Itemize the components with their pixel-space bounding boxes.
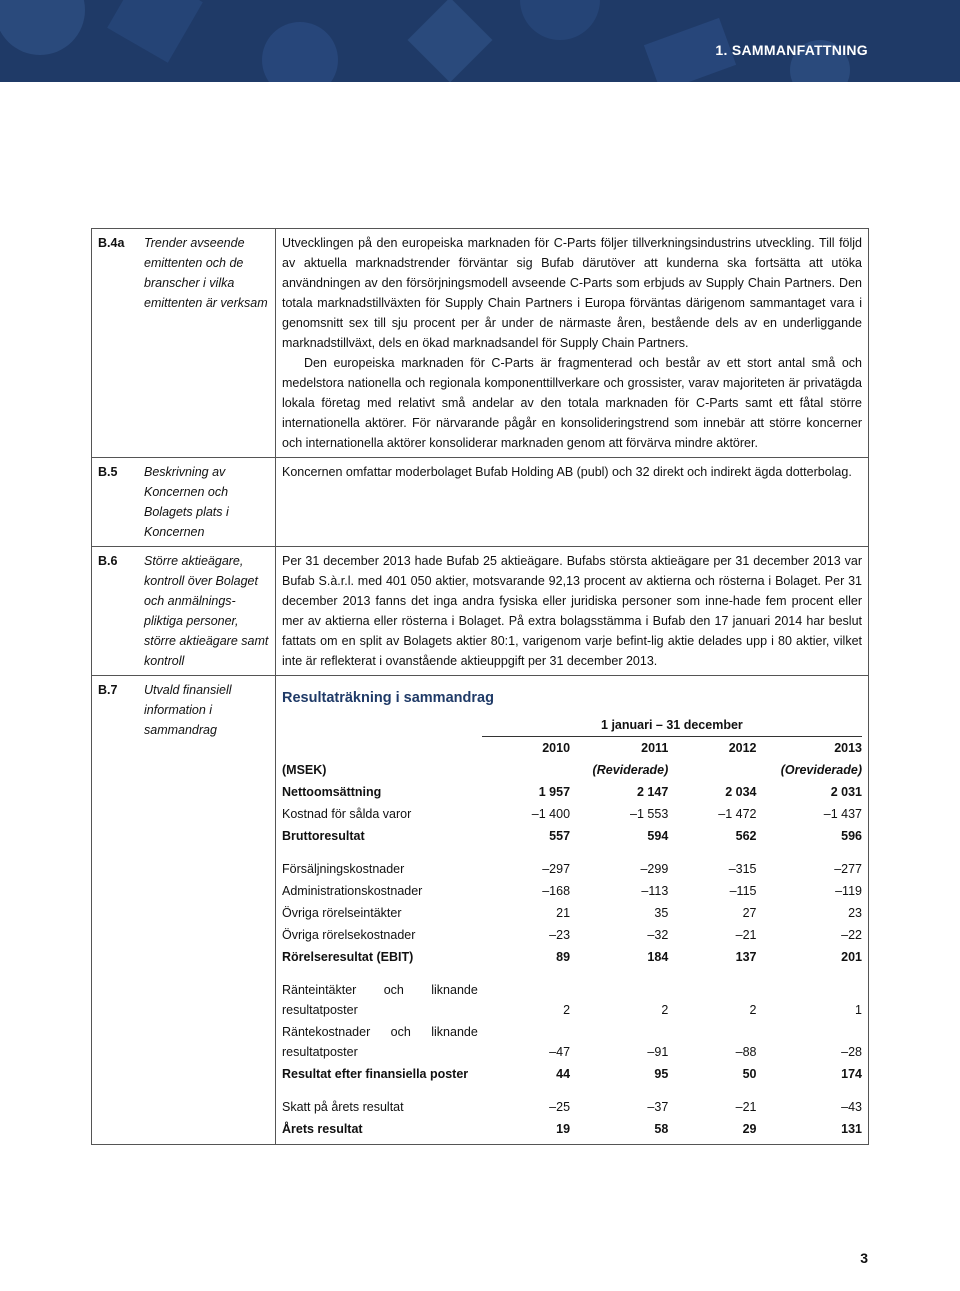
- cell-value: 2: [563, 1003, 571, 1017]
- cell-value: 2: [749, 1003, 757, 1017]
- cell-value: 29: [742, 1122, 757, 1136]
- cell-value: 2 034: [725, 785, 757, 799]
- year-header: 2012: [728, 741, 757, 755]
- table-row: [282, 880, 862, 902]
- cell-value: 50: [742, 1067, 757, 1081]
- cell-value: 174: [841, 1067, 862, 1081]
- cell-value: 184: [647, 950, 669, 964]
- table-row: [282, 1021, 862, 1063]
- cell-value: 2 031: [830, 785, 862, 799]
- element-content: [276, 229, 869, 458]
- audit-status: [482, 759, 570, 781]
- period-header: 1 januari – 31 december: [482, 714, 862, 737]
- row-label: Räntekostnader och liknande resultatposter: [282, 1025, 478, 1059]
- element-content: [276, 458, 869, 547]
- cell-value: –1 472: [718, 807, 757, 821]
- cell-value: 596: [841, 829, 862, 843]
- cell-value: –23: [549, 928, 571, 942]
- row-label: Nettoomsättning: [282, 785, 382, 799]
- paragraph: Per 31 december 2013 hade Bufab 25 aktieägare. Bufabs största aktieägare per 31 december 2013 var Bufab S.à.r.l. med 401 050 aktier, motsvarande 92,13 procent av aktierna och rösterna i Bolaget. Per 31 december 2013 fanns det inga andra fysiska eller juridiska personer som inne-hade fem procent eller mer av aktierna eller rösterna i Bolaget. På extra bolagsstämma i Bufab den 17 januari 2014 har beslut fattats om en split av Bolagets aktier 80:1, varigenom varje befint-lig aktie delades upp i 80 aktier, vilket inte är reflekterat i ovanstående aktieuppgift per 31 december 2013.: [282, 554, 862, 668]
- cell-value: 23: [848, 906, 862, 920]
- cell-value: –168: [542, 884, 571, 898]
- cell-value: 562: [735, 829, 757, 843]
- cell-value: –22: [841, 928, 862, 942]
- table-row: [282, 946, 862, 968]
- paragraph: Utvecklingen på den europeiska marknaden för C-Parts följer tillverkningsindustrins utveckling. Till följd av aktuella marknadstrender förväntar sig Bufab därutöver att kunderna ska fortsätta att utöka användningen av den försörjningsmodell avseende C-Parts som erbjuds av Supply Chain Partners. Den totala marknadstillväxten för Supply Chain Partners i Europa förväntas därigenom sammantaget vara i genomsnitt sex till sju procent per år under de närmaste åren, bestående dels av en underliggande marknadstillväxt, dels en ökad marknadsandel för Supply Chain Partners.: [282, 236, 862, 350]
- cell-value: 95: [654, 1067, 669, 1081]
- row-label: Bruttoresultat: [282, 829, 365, 843]
- table-row: [282, 979, 862, 1021]
- cell-value: –297: [542, 862, 571, 876]
- cell-value: 137: [735, 950, 757, 964]
- element-code: B.6: [92, 547, 139, 676]
- banner-pattern: [0, 0, 960, 82]
- cell-value: –37: [647, 1100, 669, 1114]
- table-row: [282, 1118, 862, 1140]
- row-label: Årets resultat: [282, 1122, 363, 1136]
- cell-value: 2 147: [637, 785, 669, 799]
- element-code: B.4a: [92, 229, 139, 458]
- element-label: Utvald finansiell information i sammandrag: [138, 676, 276, 1145]
- row-label: Skatt på årets resultat: [282, 1100, 404, 1114]
- year-header: 2011: [641, 741, 669, 755]
- paragraph: Den europeiska marknaden för C-Parts är fragmenterad och består av ett stort antal små och medelstora nationella och regionala komponenttillverkare och grossister, varav majoriteten är privatägda lokala företag med relativt små andelar av den totala marknaden för C-Parts samt ett fåtal större internationella aktörer. För närvarande pågår en konsolideringstrend som innebär att större koncerner och internationella aktörer konsoliderar marknaden genom att förvärva mindre aktörer.: [282, 356, 862, 450]
- cell-value: 58: [654, 1122, 669, 1136]
- table-row: [282, 902, 862, 924]
- element-content: [276, 676, 869, 1145]
- cell-value: 594: [647, 829, 669, 843]
- cell-value: –88: [735, 1045, 757, 1059]
- element-content: [276, 547, 869, 676]
- cell-value: 1 957: [538, 785, 571, 799]
- section-title: 1. SAMMANFATTNING: [715, 42, 868, 58]
- cell-value: –299: [640, 862, 669, 876]
- cell-value: 19: [556, 1122, 571, 1136]
- cell-value: –113: [641, 884, 669, 898]
- paragraph: Koncernen omfattar moderbolaget Bufab Holding AB (publ) och 32 direkt och indirekt ägda dotterbolag.: [282, 465, 852, 479]
- audit-status: (Oreviderade): [780, 763, 862, 777]
- row-label: Kostnad för sålda varor: [282, 807, 412, 821]
- header-banner: [0, 0, 960, 82]
- cell-value: –47: [549, 1045, 571, 1059]
- element-label: Större aktieägare, kontroll över Bolaget och anmälnings-pliktiga personer, större aktieägare samt kontroll: [138, 547, 276, 676]
- cell-value: 131: [841, 1122, 862, 1136]
- cell-value: –21: [735, 1100, 757, 1114]
- row-label: Resultat efter finansiella poster: [282, 1067, 469, 1081]
- cell-value: –1 437: [823, 807, 862, 821]
- cell-value: –28: [841, 1045, 862, 1059]
- table-row: [282, 1063, 862, 1085]
- cell-value: –277: [834, 862, 862, 876]
- audit-status: (Reviderade): [592, 763, 669, 777]
- cell-value: –91: [647, 1045, 669, 1059]
- row-label: Försäljningskostnader: [282, 862, 405, 876]
- cell-value: 201: [841, 950, 862, 964]
- summary-table: [91, 228, 869, 1145]
- table-row: [282, 858, 862, 880]
- cell-value: –315: [728, 862, 757, 876]
- row-label: Övriga rörelsekostnader: [282, 928, 416, 942]
- cell-value: 21: [556, 906, 571, 920]
- cell-value: 27: [742, 906, 757, 920]
- cell-value: –32: [647, 928, 669, 942]
- year-header: 2013: [834, 741, 862, 755]
- financials-title: Resultaträkning i sammandrag: [282, 690, 494, 706]
- cell-value: 35: [654, 906, 669, 920]
- element-label: Beskrivning av Koncernen och Bolagets plats i Koncernen: [138, 458, 276, 547]
- cell-value: 557: [549, 829, 571, 843]
- cell-value: 44: [556, 1067, 571, 1081]
- audit-status: [668, 759, 756, 781]
- cell-value: –1 553: [630, 807, 669, 821]
- cell-value: 1: [855, 1003, 862, 1017]
- row-label: Rörelseresultat (EBIT): [282, 950, 414, 964]
- row-b7: [92, 676, 869, 1145]
- cell-value: –1 400: [531, 807, 571, 821]
- row-label: Administrationskostnader: [282, 884, 423, 898]
- table-row: [282, 825, 862, 847]
- cell-value: –21: [735, 928, 757, 942]
- year-header: 2010: [542, 741, 571, 755]
- element-code: B.7: [92, 676, 139, 1145]
- table-row: [282, 924, 862, 946]
- row-b5: [92, 458, 869, 547]
- row-b6: [92, 547, 869, 676]
- cell-value: –25: [549, 1100, 571, 1114]
- cell-value: 2: [661, 1003, 669, 1017]
- row-label: Övriga rörelseintäkter: [282, 906, 402, 920]
- element-label: Trender avseende emittenten och de branscher i vilka emittenten är verksam: [138, 229, 276, 458]
- cell-value: –115: [729, 884, 757, 898]
- cell-value: 89: [556, 950, 571, 964]
- table-row: [282, 803, 862, 825]
- page-number: 3: [860, 1250, 868, 1266]
- cell-value: –43: [841, 1100, 862, 1114]
- row-label: Ränteintäkter och liknande resultatposter: [282, 983, 478, 1017]
- table-row: [282, 1096, 862, 1118]
- cell-value: –119: [835, 884, 862, 898]
- row-b4a: [92, 229, 869, 458]
- unit-label: (MSEK): [282, 763, 327, 777]
- income-statement-table: [282, 714, 862, 1140]
- element-code: B.5: [92, 458, 139, 547]
- table-row: [282, 781, 862, 803]
